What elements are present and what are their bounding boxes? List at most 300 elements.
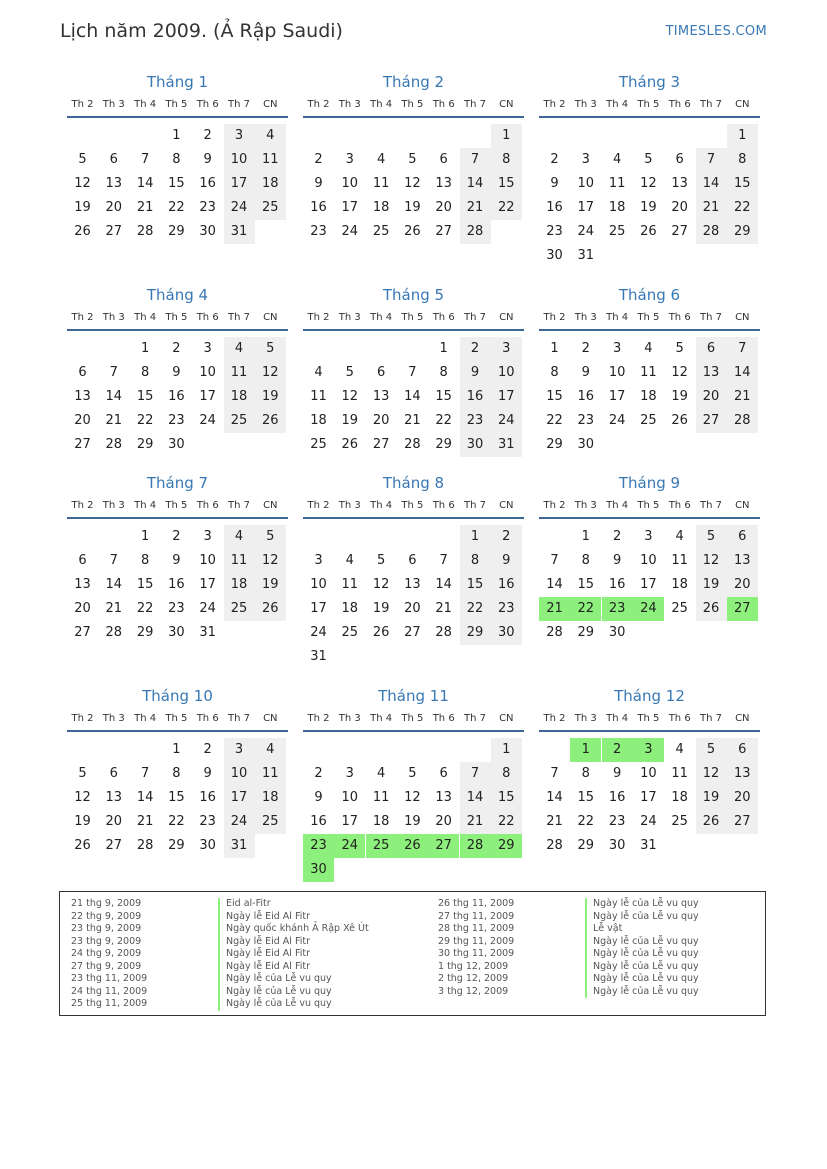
day-cell: 5 [78,766,87,781]
legend-date: 27 thg 9, 2009 [71,960,142,972]
day-cell: 16 [608,790,626,805]
weekday-header: Th 5 [165,312,188,323]
legend-holiday-name: Ngày lễ của Lễ vu quy [585,986,699,999]
day-cell: 1 [550,341,559,356]
day-cell: 16 [168,389,185,404]
weekday-header: Th 7 [464,500,486,511]
day-cell: 3 [644,529,653,544]
day-cell: 19 [255,385,286,409]
day-cell: 22 [546,413,563,428]
day-cell: 6 [727,525,758,549]
day-cell: 12 [255,361,286,385]
day-cell: 4 [255,738,286,762]
day-cell: 12 [255,549,286,573]
day-cell: 28 [696,220,727,244]
day-cell: 5 [345,365,354,380]
weekday-header: Th 7 [228,713,250,724]
day-cell: 25 [366,834,397,858]
day-cell: 27 [727,597,758,621]
weekday-header: Th 6 [432,500,455,511]
day-cell: 8 [550,365,559,380]
day-cell: 7 [460,762,491,786]
day-cell: 29 [460,621,491,645]
day-cell: 17 [640,577,657,592]
day-cell: 27 [372,437,390,452]
day-cell: 22 [136,413,154,428]
day-cell: 9 [460,361,491,385]
day-cell: 29 [435,437,452,452]
legend-holiday-name: Ngày lễ Eid Al Fitr [218,936,310,949]
day-cell: 13 [105,176,123,191]
day-cell: 10 [199,553,216,568]
day-cell: 13 [404,577,421,592]
day-cell: 31 [491,433,522,457]
day-cell: 15 [491,786,522,810]
weekday-header: Th 2 [307,312,330,323]
month-divider [67,730,288,732]
day-cell: 1 [727,124,758,148]
month-divider [303,329,524,331]
day-cell: 25 [255,196,286,220]
day-cell: 8 [439,365,448,380]
day-cell: 29 [136,437,154,452]
day-cell: 21 [136,814,154,829]
day-cell: 1 [439,341,448,356]
weekday-header: Th 2 [307,99,330,110]
weekday-header: Th 7 [464,713,486,724]
day-cell: 1 [491,124,522,148]
day-cell: 22 [491,196,522,220]
day-cell: 19 [671,389,688,404]
day-cell: 25 [608,224,626,239]
day-cell: 10 [640,766,657,781]
month-divider [67,329,288,331]
day-cell: 9 [491,549,522,573]
month-divider [67,116,288,118]
day-cell: 20 [727,573,758,597]
weekday-header: CN [735,713,750,724]
day-cell: 26 [372,625,390,640]
day-cell: 22 [727,196,758,220]
day-cell: 16 [310,814,327,829]
day-cell: 27 [727,810,758,834]
day-cell: 24 [224,810,255,834]
day-cell: 29 [168,224,185,239]
day-cell: 10 [341,176,359,191]
month-10 [67,687,288,867]
day-cell: 25 [310,437,327,452]
legend-holiday-name: Ngày lễ của Lễ vu quy [585,948,699,961]
day-cell: 29 [136,625,154,640]
day-cell: 13 [435,790,452,805]
day-cell: 15 [168,176,185,191]
day-cell: 2 [612,529,622,544]
day-cell: 15 [460,573,491,597]
day-cell: 6 [109,766,118,781]
day-cell: 19 [74,814,91,829]
day-cell: 20 [435,814,452,829]
day-cell: 6 [78,553,87,568]
day-cell: 19 [255,573,286,597]
weekday-header: Th 5 [637,713,660,724]
day-cell: 3 [345,152,354,167]
weekday-header: Th 6 [432,312,455,323]
weekday-header: Th 3 [102,500,125,511]
day-cell: 26 [255,409,286,433]
legend-holiday-name: Ngày lễ của Lễ vu quy [218,986,332,999]
day-cell: 1 [581,529,590,544]
day-cell: 6 [727,738,758,762]
weekday-header: Th 5 [637,500,660,511]
day-cell: 14 [105,577,123,592]
day-cell: 27 [105,224,123,239]
day-cell: 6 [696,337,727,361]
holiday-legend [59,891,766,1016]
day-cell: 2 [314,766,323,781]
day-cell: 5 [408,766,417,781]
day-cell: 4 [314,365,323,380]
day-cell: 14 [105,389,123,404]
weekday-header: Th 7 [700,500,722,511]
month-2 [303,73,524,253]
day-cell: 8 [491,762,522,786]
legend-date: 23 thg 11, 2009 [71,973,148,984]
day-cell: 12 [74,790,91,805]
weekday-header: CN [499,312,514,323]
day-cell: 2 [550,152,559,167]
day-cell: 17 [310,601,327,616]
day-cell: 25 [341,625,359,640]
day-cell: 3 [314,553,323,568]
day-cell: 5 [696,738,727,762]
weekday-header: Th 2 [71,312,94,323]
day-cell: 21 [404,413,421,428]
day-cell: 18 [671,790,688,805]
legend-holiday-name: Ngày lễ của Lễ vu quy [585,973,699,986]
day-cell: 14 [460,786,491,810]
day-cell: 28 [136,838,154,853]
legend-holiday-name: Ngày lễ của Lễ vu quy [585,911,699,924]
day-cell: 21 [460,196,491,220]
month-title: Tháng 1 [146,73,209,91]
day-cell: 25 [255,810,286,834]
month-9 [539,474,760,654]
day-cell: 22 [136,601,154,616]
day-cell: 2 [172,529,181,544]
weekday-header: Th 7 [464,312,486,323]
day-cell: 20 [404,601,421,616]
day-cell: 26 [74,838,91,853]
weekday-header: Th 6 [668,713,691,724]
day-cell: 19 [404,200,421,215]
weekday-header: Th 7 [700,99,722,110]
month-1 [67,73,288,253]
day-cell: 17 [491,385,522,409]
day-cell: 9 [314,176,323,191]
day-cell: 27 [74,625,91,640]
day-cell: 23 [303,834,334,858]
day-cell: 21 [546,814,563,829]
day-cell: 25 [671,601,688,616]
day-cell: 23 [577,413,595,428]
day-cell: 18 [671,577,688,592]
day-cell: 7 [439,553,448,568]
weekday-header: Th 6 [668,500,691,511]
month-divider [67,517,288,519]
month-title: Tháng 6 [618,286,681,304]
weekday-header: Th 3 [102,312,125,323]
day-cell: 6 [675,152,684,167]
weekday-header: CN [263,500,278,511]
day-cell: 13 [727,549,758,573]
day-cell: 17 [577,200,595,215]
weekday-header: Th 3 [102,713,125,724]
day-cell: 30 [199,224,216,239]
day-cell: 8 [172,152,181,167]
month-divider [303,730,524,732]
day-cell: 15 [136,577,154,592]
legend-holiday-name: Ngày lễ của Lễ vu quy [218,998,332,1011]
weekday-header: Th 7 [464,99,486,110]
day-cell: 29 [727,220,758,244]
day-cell: 29 [491,834,522,858]
day-cell: 30 [460,433,491,457]
day-cell: 7 [408,365,417,380]
month-11 [303,687,524,877]
day-cell: 4 [376,152,386,167]
weekday-header: Th 2 [543,99,566,110]
day-cell: 19 [74,200,91,215]
day-cell: 11 [224,361,255,385]
day-cell: 14 [136,790,154,805]
legend-holiday-name: Ngày quốc khánh Ả Rập Xê Út [218,923,369,936]
month-title: Tháng 11 [378,687,449,705]
month-title: Tháng 10 [142,687,213,705]
weekday-header: Th 2 [543,312,566,323]
legend-date: 22 thg 9, 2009 [71,910,142,922]
month-12 [539,687,760,867]
day-cell: 30 [608,838,626,853]
day-cell: 26 [696,597,727,621]
day-cell: 16 [491,573,522,597]
day-cell: 24 [310,625,327,640]
day-cell: 18 [341,601,359,616]
day-cell: 25 [671,814,688,829]
day-cell: 27 [404,625,421,640]
day-cell: 22 [577,814,595,829]
day-cell: 4 [644,341,653,356]
weekday-header: Th 3 [574,99,597,110]
day-cell: 30 [168,625,185,640]
day-cell: 11 [341,577,359,592]
weekday-header: Th 3 [338,99,361,110]
day-cell: 5 [696,525,727,549]
day-cell: 27 [74,437,91,452]
day-cell: 13 [74,577,91,592]
day-cell: 2 [491,525,522,549]
day-cell: 30 [546,248,563,263]
day-cell: 7 [460,148,491,172]
weekday-header: Th 3 [574,500,597,511]
day-cell: 8 [581,553,590,568]
day-cell: 3 [203,341,212,356]
day-cell: 14 [136,176,154,191]
legend-date: 21 thg 9, 2009 [71,898,142,909]
day-cell: 15 [577,790,595,805]
weekday-header: CN [263,312,278,323]
day-cell: 2 [581,341,590,356]
day-cell: 24 [224,196,255,220]
day-cell: 18 [372,814,390,829]
weekday-header: CN [263,713,278,724]
legend-date: 25 thg 11, 2009 [71,998,148,1009]
day-cell: 5 [78,152,87,167]
day-cell: 16 [310,200,327,215]
site-link[interactable]: TIMESLES.COM [665,24,767,39]
legend-date: 23 thg 9, 2009 [71,935,142,947]
day-cell: 6 [78,365,87,380]
day-cell: 5 [255,337,286,361]
legend-holiday-name: Ngày lễ của Lễ vu quy [585,961,699,974]
day-cell: 9 [203,152,212,167]
day-cell: 24 [577,224,595,239]
day-cell: 18 [224,385,255,409]
weekday-header: Th 5 [401,713,424,724]
day-cell: 3 [345,766,354,781]
day-cell: 25 [640,413,657,428]
month-4 [67,286,288,466]
day-cell: 29 [168,838,185,853]
day-cell: 9 [550,176,559,191]
day-cell: 6 [439,152,448,167]
day-cell: 12 [341,389,359,404]
day-cell: 2 [602,738,633,762]
day-cell: 10 [341,790,359,805]
day-cell: 20 [671,200,688,215]
month-title: Tháng 3 [618,73,681,91]
legend-date: 28 thg 11, 2009 [438,923,515,934]
day-cell: 15 [727,172,758,196]
day-cell: 7 [550,766,559,781]
day-cell: 30 [168,437,185,452]
legend-date: 2 thg 12, 2009 [438,973,509,984]
month-title: Tháng 9 [618,474,681,492]
weekday-header: Th 3 [574,713,597,724]
weekday-header: CN [499,99,514,110]
legend-holiday-name: Ngày lễ của Lễ vu quy [585,898,699,911]
legend-date: 24 thg 9, 2009 [71,948,142,959]
month-title: Tháng 8 [382,474,445,492]
day-cell: 28 [460,220,491,244]
day-cell: 18 [310,413,327,428]
weekday-header: Th 5 [165,713,188,724]
month-divider [539,517,760,519]
month-title: Tháng 7 [146,474,209,492]
day-cell: 14 [696,172,727,196]
day-cell: 29 [577,838,595,853]
day-cell: 1 [460,525,491,549]
day-cell: 12 [372,577,390,592]
weekday-header: CN [263,99,278,110]
day-cell: 11 [608,176,626,191]
weekday-header: Th 6 [432,99,455,110]
weekday-header: Th 6 [196,713,219,724]
weekday-header: Th 5 [401,312,424,323]
day-cell: 1 [172,742,181,757]
day-cell: 30 [199,838,216,853]
day-cell: 24 [334,834,365,858]
day-cell: 31 [224,834,255,858]
day-cell: 18 [640,389,657,404]
day-cell: 26 [397,834,428,858]
weekday-header: CN [735,312,750,323]
day-cell: 12 [696,762,727,786]
day-cell: 12 [404,790,421,805]
day-cell: 2 [314,152,323,167]
weekday-header: Th 4 [134,312,157,323]
month-title: Tháng 5 [382,286,445,304]
month-divider [539,329,760,331]
day-cell: 3 [633,738,664,762]
month-6 [539,286,760,466]
day-cell: 10 [640,553,657,568]
weekday-header: Th 6 [432,713,455,724]
weekday-header: Th 7 [228,99,250,110]
weekday-header: Th 2 [71,99,94,110]
day-cell: 24 [491,409,522,433]
day-cell: 23 [168,413,185,428]
day-cell: 11 [372,176,390,191]
day-cell: 30 [608,625,626,640]
weekday-header: Th 3 [102,99,125,110]
day-cell: 21 [539,597,570,621]
day-cell: 13 [435,176,452,191]
day-cell: 24 [199,601,216,616]
day-cell: 19 [404,814,421,829]
day-cell: 6 [109,152,118,167]
day-cell: 19 [372,601,390,616]
day-cell: 14 [435,577,452,592]
day-cell: 17 [224,172,255,196]
day-cell: 22 [168,814,185,829]
day-cell: 18 [255,786,286,810]
weekday-header: Th 2 [71,500,94,511]
weekday-header: Th 3 [338,713,361,724]
day-cell: 24 [633,597,664,621]
day-cell: 15 [136,389,154,404]
day-cell: 27 [428,834,459,858]
day-cell: 27 [105,838,123,853]
day-cell: 30 [303,858,334,882]
day-cell: 22 [168,200,185,215]
day-cell: 3 [224,124,255,148]
legend-holiday-name: Lễ vật [585,923,622,936]
day-cell: 4 [255,124,286,148]
day-cell: 31 [310,649,327,664]
day-cell: 28 [136,224,154,239]
day-cell: 20 [727,786,758,810]
day-cell: 7 [550,553,559,568]
day-cell: 6 [439,766,448,781]
weekday-header: Th 5 [401,500,424,511]
day-cell: 4 [612,152,622,167]
day-cell: 20 [74,601,91,616]
day-cell: 13 [727,762,758,786]
day-cell: 18 [608,200,626,215]
day-cell: 7 [696,148,727,172]
month-title: Tháng 2 [382,73,445,91]
day-cell: 13 [696,361,727,385]
